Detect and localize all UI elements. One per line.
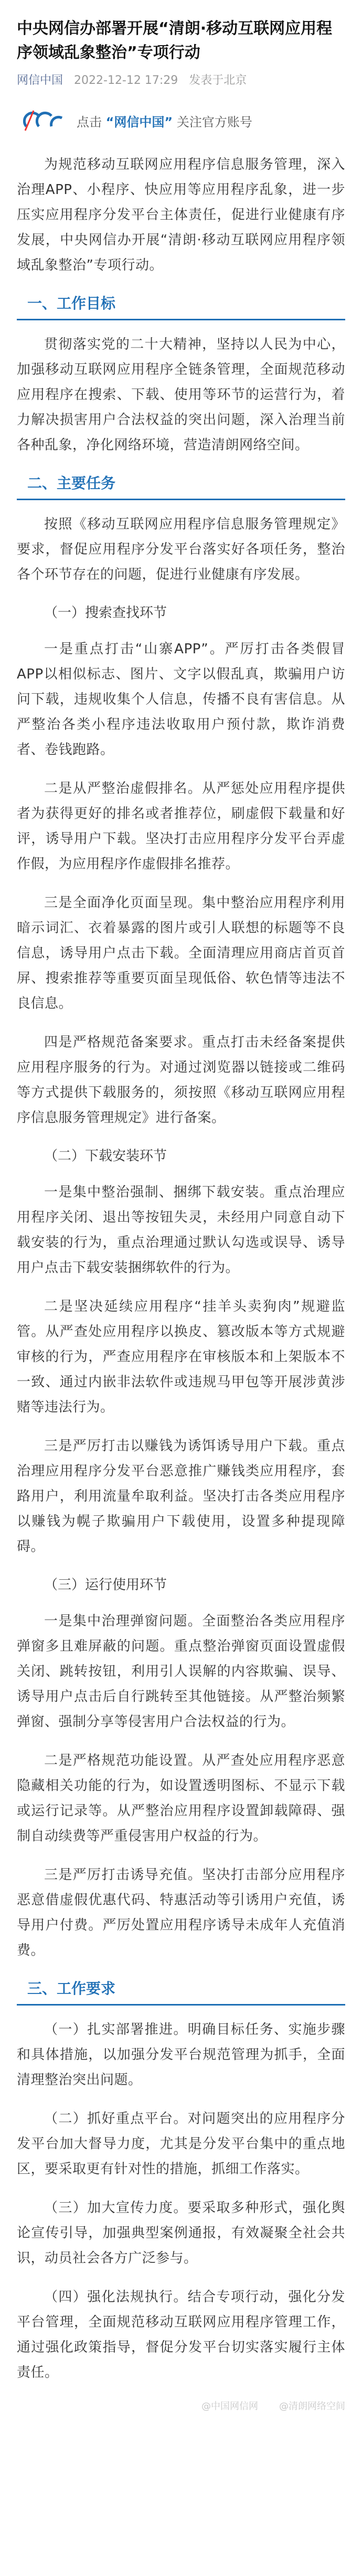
article-meta (17, 72, 345, 89)
paragraph: 一是集中整治强制、捆绑下载安装。重点治理应用程序关闭、退出等按钮失灵，未经用户同意自动下载安装的行为，重点治理通过默认勾选或误导、诱导用户点击下载安装捆绑软件的行为。 (17, 1184, 345, 1276)
section-heading-3: 三、工作要求 (27, 1980, 116, 1997)
follow-account: “网信中国” (105, 114, 173, 130)
paragraph: 二是坚决延续应用程序“挂羊头卖狗肉”规避监管。从严查处应用程序以换皮、篡改版本等方式规避审核的行为，严查应用程序在审核版本和上架版本不一致、通过内嵌非法软件或违规马甲包等开展涉黄涉赌等违法行为。 (17, 1299, 345, 1415)
paragraph: 二是严格规范功能设置。从严查处应用程序恶意隐藏相关功能的行为，如设置透明图标、不显示下载或运行记录等。从严整治应用程序设置卸载障碍、强制自动续费等严重侵害用户权益的行为。 (17, 1753, 345, 1844)
article-body (17, 152, 345, 2385)
paragraph: 一是集中治理弹窗问题。全面整治各类应用程序弹窗多且难屏蔽的问题。重点整治弹窗页面设置虚假关闭、跳转按钮，利用引人误解的内容欺骗、误导、诱导用户点击后自行跳转至其他链接。从严整治频繁弹窗、强制分享等侵害用户合法权益的行为。 (17, 1613, 345, 1730)
publish-time: 2022-12-12 17:29 (74, 74, 178, 87)
paragraph: 按照《移动互联网应用程序信息服务管理规定》要求，督促应用程序分发平台落实好各项任务，整治各个环节存在的问题，促进行业健康有序发展。 (17, 516, 345, 583)
watermarks (17, 2399, 345, 2412)
cac-logo (23, 107, 64, 134)
section-divider (17, 319, 345, 320)
section-heading-2: 二、主要任务 (27, 475, 116, 492)
subsection-heading: （三）运行使用环节 (44, 1577, 167, 1593)
follow-suffix: 关注官方账号 (176, 114, 252, 130)
paragraph: （二）抓好重点平台。对问题突出的应用程序分发平台加大督导力度，尤其是分发平台集中的重点地区，要采取更有针对性的措施，抓细工作落实。 (17, 2111, 345, 2177)
intro-paragraph: 为规范移动互联网应用程序信息服务管理，深入治理APP、小程序、快应用等应用程序乱象，进一步压实应用程序分发平台主体责任，促进行业健康有序发展，中央网信办开展“清朗·移动互联网应用程序领域乱象整治”专项行动。 (17, 157, 345, 273)
subsection-heading: （一）搜索查找环节 (44, 605, 167, 621)
paragraph: 贯彻落实党的二十大精神，坚持以人民为中心，加强移动互联网应用程序全链条管理，全面规范移动应用程序在搜索、下载、使用等环节的运营行为，着力解决损害用户合法权益的突出问题，深入治理当前各种乱象，净化网络环境，营造清朗网络空间。 (17, 337, 345, 453)
watermark-right: @清朗网络空间 (279, 2401, 345, 2412)
account-link[interactable]: 网信中国 (17, 74, 63, 87)
follow-prefix: 点击 (77, 114, 102, 130)
paragraph: 一是重点打击“山寨APP”。严厉打击各类假冒APP以相似标志、图片、文字以假乱真，欺骗用户访问下载，违规收集个人信息，传播不良有害信息。从严整治各类小程序违法收取用户预付款，欺诈消费者、卷钱跑路。 (17, 641, 345, 758)
paragraph: 三是全面净化页面呈现。集中整治应用程序利用暗示词汇、衣着暴露的图片或引人联想的标题等不良信息，诱导用户点击下载。全面清理应用商店首页首屏、搜索推荐等重要页面呈现低俗、软色情等违法不良信息。 (17, 895, 345, 1011)
publish-location: 发表于北京 (189, 74, 247, 87)
paragraph: 三是严厉打击诱导充值。坚决打击部分应用程序恶意借虚假优惠代码、特惠活动等引诱用户充值，诱导用户付费。严厉处置应用程序诱导未成年人充值消费。 (17, 1867, 345, 1958)
paragraph: （四）强化法规执行。结合专项行动，强化分发平台管理，全面规范移动互联网应用程序管理工作，通过强化政策指导，督促分发平台切实落实履行主体责任。 (17, 2289, 345, 2380)
paragraph: 四是严格规范备案要求。重点打击未经备案提供应用程序服务的行为。对通过浏览器以链接或二维码等方式提供下载服务的，须按照《移动互联网应用程序信息服务管理规定》进行备案。 (17, 1034, 345, 1126)
paragraph: （三）加大宣传力度。要采取多种形式，强化舆论宣传引导，加强典型案例通报，有效凝聚全社会共识，动员社会各方广泛参与。 (17, 2200, 345, 2266)
follow-text (77, 112, 252, 130)
article-title: 中央网信办部署开展“清朗·移动互联网应用程序领域乱象整治”专项行动 (17, 19, 333, 62)
paragraph: 二是从严整治虚假排名。从严惩处应用程序提供者为获得更好的排名或者推荐位，刷虚假下载量和好评，诱导用户下载。坚决打击应用程序分发平台弄虚作假，为应用程序作虚假排名推荐。 (17, 781, 345, 872)
watermark-left: @中国网信网 (201, 2401, 258, 2412)
section-divider (17, 499, 345, 500)
subsection-heading: （二）下载安装环节 (44, 1148, 167, 1164)
paragraph: （一）扎实部署推进。明确目标任务、实施步骤和具体措施，以加强分发平台规范管理为抓手，全面清理整治突出问题。 (17, 2022, 345, 2088)
paragraph: 三是严厉打击以赚钱为诱饵诱导用户下载。重点治理应用程序分发平台恶意推广赚钱类应用程序，套路用户，利用流量牟取利益。坚决打击各类应用程序以赚钱为幌子欺骗用户下载使用，设置多种提现障碍。 (17, 1438, 345, 1555)
section-divider (17, 2004, 345, 2006)
follow-banner[interactable] (17, 104, 345, 137)
section-heading-1: 一、工作目标 (27, 295, 116, 312)
